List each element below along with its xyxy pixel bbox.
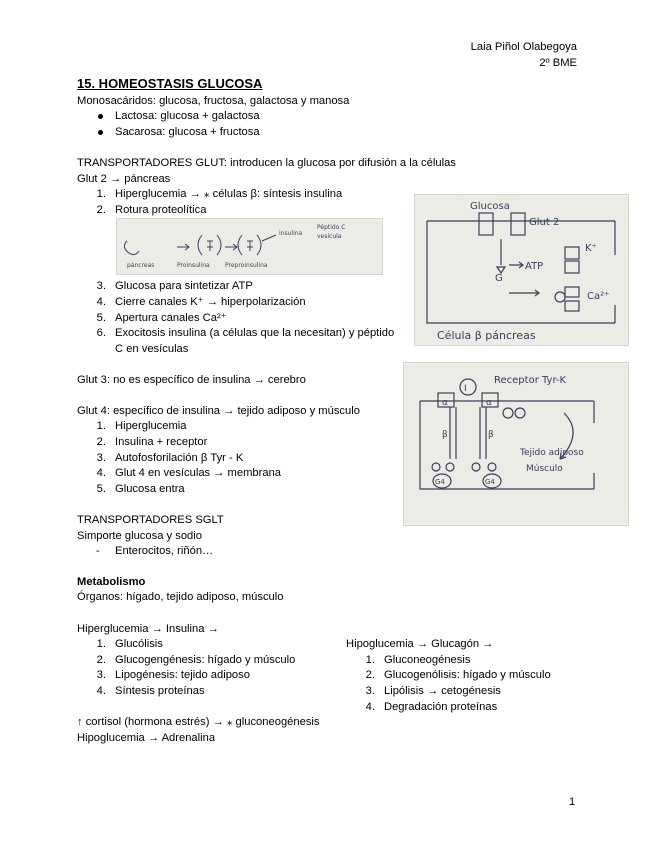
list-number: 4. [96, 467, 106, 479]
list-number: 3. [96, 669, 106, 681]
cortisol-line: ↑ cortisol (hormona estrés) → ⁎ gluconeogénesis [77, 716, 320, 728]
sketch-label: G [495, 273, 503, 284]
sketch-label: Proinsulina [177, 262, 210, 269]
dash-icon: - [96, 545, 100, 557]
glut4-line: Glut 4: específico de insulina → tejido adiposo y músculo [77, 405, 360, 417]
list-number: 2. [96, 436, 106, 448]
list-item-continuation: C en vesículas [115, 343, 189, 355]
sketch-label: vesícula [317, 233, 342, 240]
list-item: Gluconeogénesis [384, 654, 471, 666]
list-item: Glucogenólisis: hígado y músculo [384, 669, 551, 681]
sketch-label: insulina [279, 230, 303, 237]
sketch-label: Célula β páncreas [437, 329, 536, 342]
list-number: 1. [96, 420, 106, 432]
list-number: 5. [96, 312, 106, 324]
pancreas-cell-sketch [414, 194, 629, 346]
proteolysis-sketch [116, 218, 383, 275]
list-number: 4. [96, 296, 106, 308]
page-number: 1 [569, 796, 576, 808]
list-number: 3. [365, 685, 375, 697]
sglt-heading: TRANSPORTADORES SGLT [77, 514, 224, 526]
list-item: Síntesis proteínas [115, 685, 205, 697]
list-item: Lactosa: glucosa + galactosa [115, 110, 260, 122]
sketch-label: G4 [485, 478, 495, 486]
author-name: Laia Piñol Olabegoya [470, 41, 577, 53]
sketch-label: Receptor Tyr-K [494, 375, 567, 386]
sketch-label: ATP [525, 261, 544, 272]
list-item: Glucosa para sintetizar ATP [115, 280, 253, 292]
bullet-icon [98, 114, 103, 119]
bullet-icon [98, 130, 103, 135]
list-number: 1. [365, 654, 375, 666]
adrenalina-line: Hipoglucemia → Adrenalina [77, 732, 216, 744]
sketch-label: K⁺ [585, 243, 597, 254]
list-item: Hiperglucemia → ⁎ células β: síntesis insulina [115, 188, 343, 200]
sketch-label: Preproinsulina [225, 262, 268, 269]
hiperglucemia-heading: Hiperglucemia → Insulina → [77, 623, 219, 635]
sglt-line: Simporte glucosa y sodio [77, 530, 202, 542]
sketch-label: β [442, 430, 448, 440]
sketch-label: Músculo [526, 464, 563, 474]
hipoglucemia-heading: Hipoglucemia → Glucagón → [346, 638, 494, 650]
list-item: Lipogénesis: tejido adiposo [115, 669, 250, 681]
list-number: 2. [365, 669, 375, 681]
list-item: Sacarosa: glucosa + fructosa [115, 126, 260, 138]
sketch-label: β [488, 430, 494, 440]
proteolysis-sketch-drawing [117, 219, 382, 274]
sketch-label: Tejido adiposo [520, 448, 584, 458]
list-number: 1. [96, 188, 106, 200]
list-number: 4. [365, 701, 375, 713]
list-item: Cierre canales K⁺ → hiperpolarización [115, 296, 306, 308]
list-item: Rotura proteolítica [115, 204, 207, 216]
sketch-label: Ca²⁺ [587, 291, 610, 302]
list-item: Apertura canales Ca²⁺ [115, 312, 227, 324]
sketch-label: I [464, 384, 467, 394]
receptor-drawing [404, 363, 628, 525]
sketch-label: Péptido C [317, 224, 346, 231]
list-item: Degradación proteínas [384, 701, 498, 713]
sketch-label: páncreas [127, 262, 155, 269]
list-number: 3. [96, 280, 106, 292]
glut-heading: TRANSPORTADORES GLUT: introducen la glucosa por difusión a la células [77, 157, 456, 169]
list-number: 5. [96, 483, 106, 495]
list-item: Glucosa entra [115, 483, 185, 495]
list-number: 2. [96, 654, 106, 666]
pancreas-cell-drawing [415, 195, 628, 345]
receptor-sketch [403, 362, 629, 526]
list-number: 6. [96, 327, 106, 339]
organos-line: Órganos: hígado, tejido adiposo, músculo [77, 591, 284, 603]
glut2-line: Glut 2 → páncreas [77, 173, 171, 185]
list-item: Glucólisis [115, 638, 163, 650]
list-item: Glucogengénesis: hígado y músculo [115, 654, 296, 666]
sketch-label: G4 [435, 478, 445, 486]
monosacaridos-line: Monosacáridos: glucosa, fructosa, galactosa y manosa [77, 95, 350, 107]
sketch-label: Glucosa [470, 201, 510, 212]
list-item: Exocitosis insulina (a células que la necesitan) y péptido [115, 327, 395, 339]
course-label: 2º BME [539, 57, 577, 69]
list-item: Glut 4 en vesículas → membrana [115, 467, 282, 479]
list-number: 2. [96, 204, 106, 216]
list-number: 3. [96, 452, 106, 464]
page-title: 15. HOMEOSTASIS GLUCOSA [77, 76, 263, 91]
sketch-label: Glut 2 [529, 217, 560, 228]
list-number: 1. [96, 638, 106, 650]
metabolismo-heading: Metabolismo [77, 576, 146, 588]
list-item: Autofosforilación β Tyr - K [115, 452, 244, 464]
list-item: Insulina + receptor [115, 436, 208, 448]
sketch-label: α [442, 398, 448, 408]
sketch-label: α [486, 398, 492, 408]
list-item: Enterocitos, riñón… [115, 545, 214, 557]
list-item: Lipólisis → cetogénesis [384, 685, 501, 697]
list-item: Hiperglucemia [115, 420, 187, 432]
glut3-line: Glut 3: no es específico de insulina → cerebro [77, 374, 306, 386]
list-number: 4. [96, 685, 106, 697]
